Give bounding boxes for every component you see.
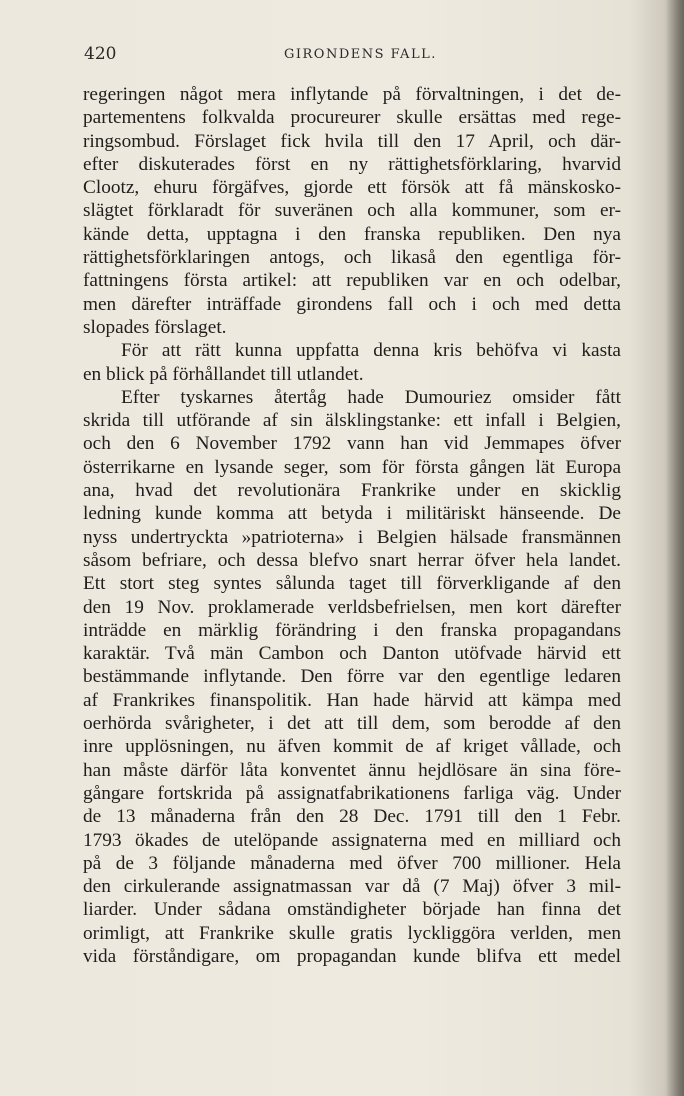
text-line: inre upplösningen, nu äfven kommit de af kriget vållade, och xyxy=(83,736,621,758)
text-line: ringsombud. Förslaget fick hvila till den 17 April, och där- xyxy=(83,130,621,152)
text-line: och den 6 November 1792 vann han vid Jemmapes öfver xyxy=(83,433,621,455)
text-line: kände detta, upptagna i den franska republiken. Den nya xyxy=(83,223,621,245)
text-line: den 19 Nov. proklamerade verldsbefrielsen, men kort därefter xyxy=(83,596,621,618)
text-line: orimligt, att Frankrike skulle gratis lyckliggöra verlden, men xyxy=(83,922,621,944)
text-line: bestämmande inflytande. Den förre var den egentlige ledaren xyxy=(83,666,621,688)
text-line: oerhörda svårigheter, i det att till dem, som berodde af den xyxy=(83,713,621,735)
text-line: rättighetsförklaringen antogs, och likaså den egentliga för- xyxy=(83,247,621,269)
text-line: ana, hvad det revolutionära Frankrike under en skicklig xyxy=(83,480,621,502)
text-line: Clootz, ehuru förgäfves, gjorde ett försök att få mänskosko- xyxy=(83,177,621,199)
running-head: GIRONDENS FALL. xyxy=(284,47,437,62)
text-line: af Frankrikes finanspolitik. Han hade härvid att kämpa med xyxy=(83,689,621,711)
text-line: slägtet förklaradt för suveränen och alla kommuner, som er- xyxy=(83,200,621,222)
text-line: ledning kunde komma att betyda i militäriskt hänseende. De xyxy=(83,503,621,525)
text-line: skrida till utförande af sin älsklingstanke: ett infall i Belgien, xyxy=(83,410,621,432)
text-line: den cirkulerande assignatmassan var då (7 Maj) öfver 3 mil- xyxy=(83,876,621,898)
text-line: partementens folkvalda procureurer skulle ersättas med rege- xyxy=(83,107,621,129)
body-text xyxy=(83,83,621,968)
text-line: liarder. Under sådana omständigheter började han finna det xyxy=(83,899,621,921)
text-line: efter diskuterades först en ny rättighetsförklaring, hvarvid xyxy=(83,153,621,175)
text-line: österrikarne en lysande seger, som för första gången lät Europa xyxy=(83,456,621,478)
text-line: slopades förslaget. xyxy=(83,316,227,338)
text-line: han måste därför låta konventet ännu hejdlösare än sina före- xyxy=(83,759,621,781)
text-line: 1793 ökades de utelöpande assignaterna med en milliard och xyxy=(83,829,621,851)
text-line: vida förståndigare, om propagandan kunde blifva ett medel xyxy=(83,945,621,967)
text-line: regeringen något mera inflytande på förvaltningen, i det de- xyxy=(83,84,621,105)
text-line: de 13 månaderna från den 28 Dec. 1791 till den 1 Febr. xyxy=(83,806,621,828)
text-line: Ett stort steg syntes sålunda taget till förverkligande af den xyxy=(83,573,621,595)
text-line: såsom befriare, och dessa blefvo snart herrar öfver hela landet. xyxy=(83,549,621,571)
text-line: fattningens första artikel: att republiken var en och odelbar, xyxy=(83,270,621,292)
text-line: karaktär. Två män Cambon och Danton utöfvade härvid ett xyxy=(83,643,621,665)
page-number: 420 xyxy=(84,44,117,64)
text-line: För att rätt kunna uppfatta denna kris behöfva vi kasta xyxy=(121,340,621,362)
page-header xyxy=(84,44,622,70)
text-line: på de 3 följande månaderna med öfver 700 millioner. Hela xyxy=(83,852,621,874)
page-edge-shadow xyxy=(666,0,684,1096)
text-line: men därefter inträffade girondens fall och i och med detta xyxy=(83,293,621,315)
text-line: nyss undertryckta »patrioterna» i Belgien hälsade fransmännen xyxy=(83,526,621,548)
text-line: Efter tyskarnes återtåg hade Dumouriez omsider fått xyxy=(121,386,621,408)
text-line: gångare fortskrida på assignatfabrikationens farliga väg. Under xyxy=(83,782,621,804)
text-line: inträdde en märklig förändring i den franska propagandans xyxy=(83,619,621,641)
text-line: en blick på förhållandet till utlandet. xyxy=(83,363,364,385)
